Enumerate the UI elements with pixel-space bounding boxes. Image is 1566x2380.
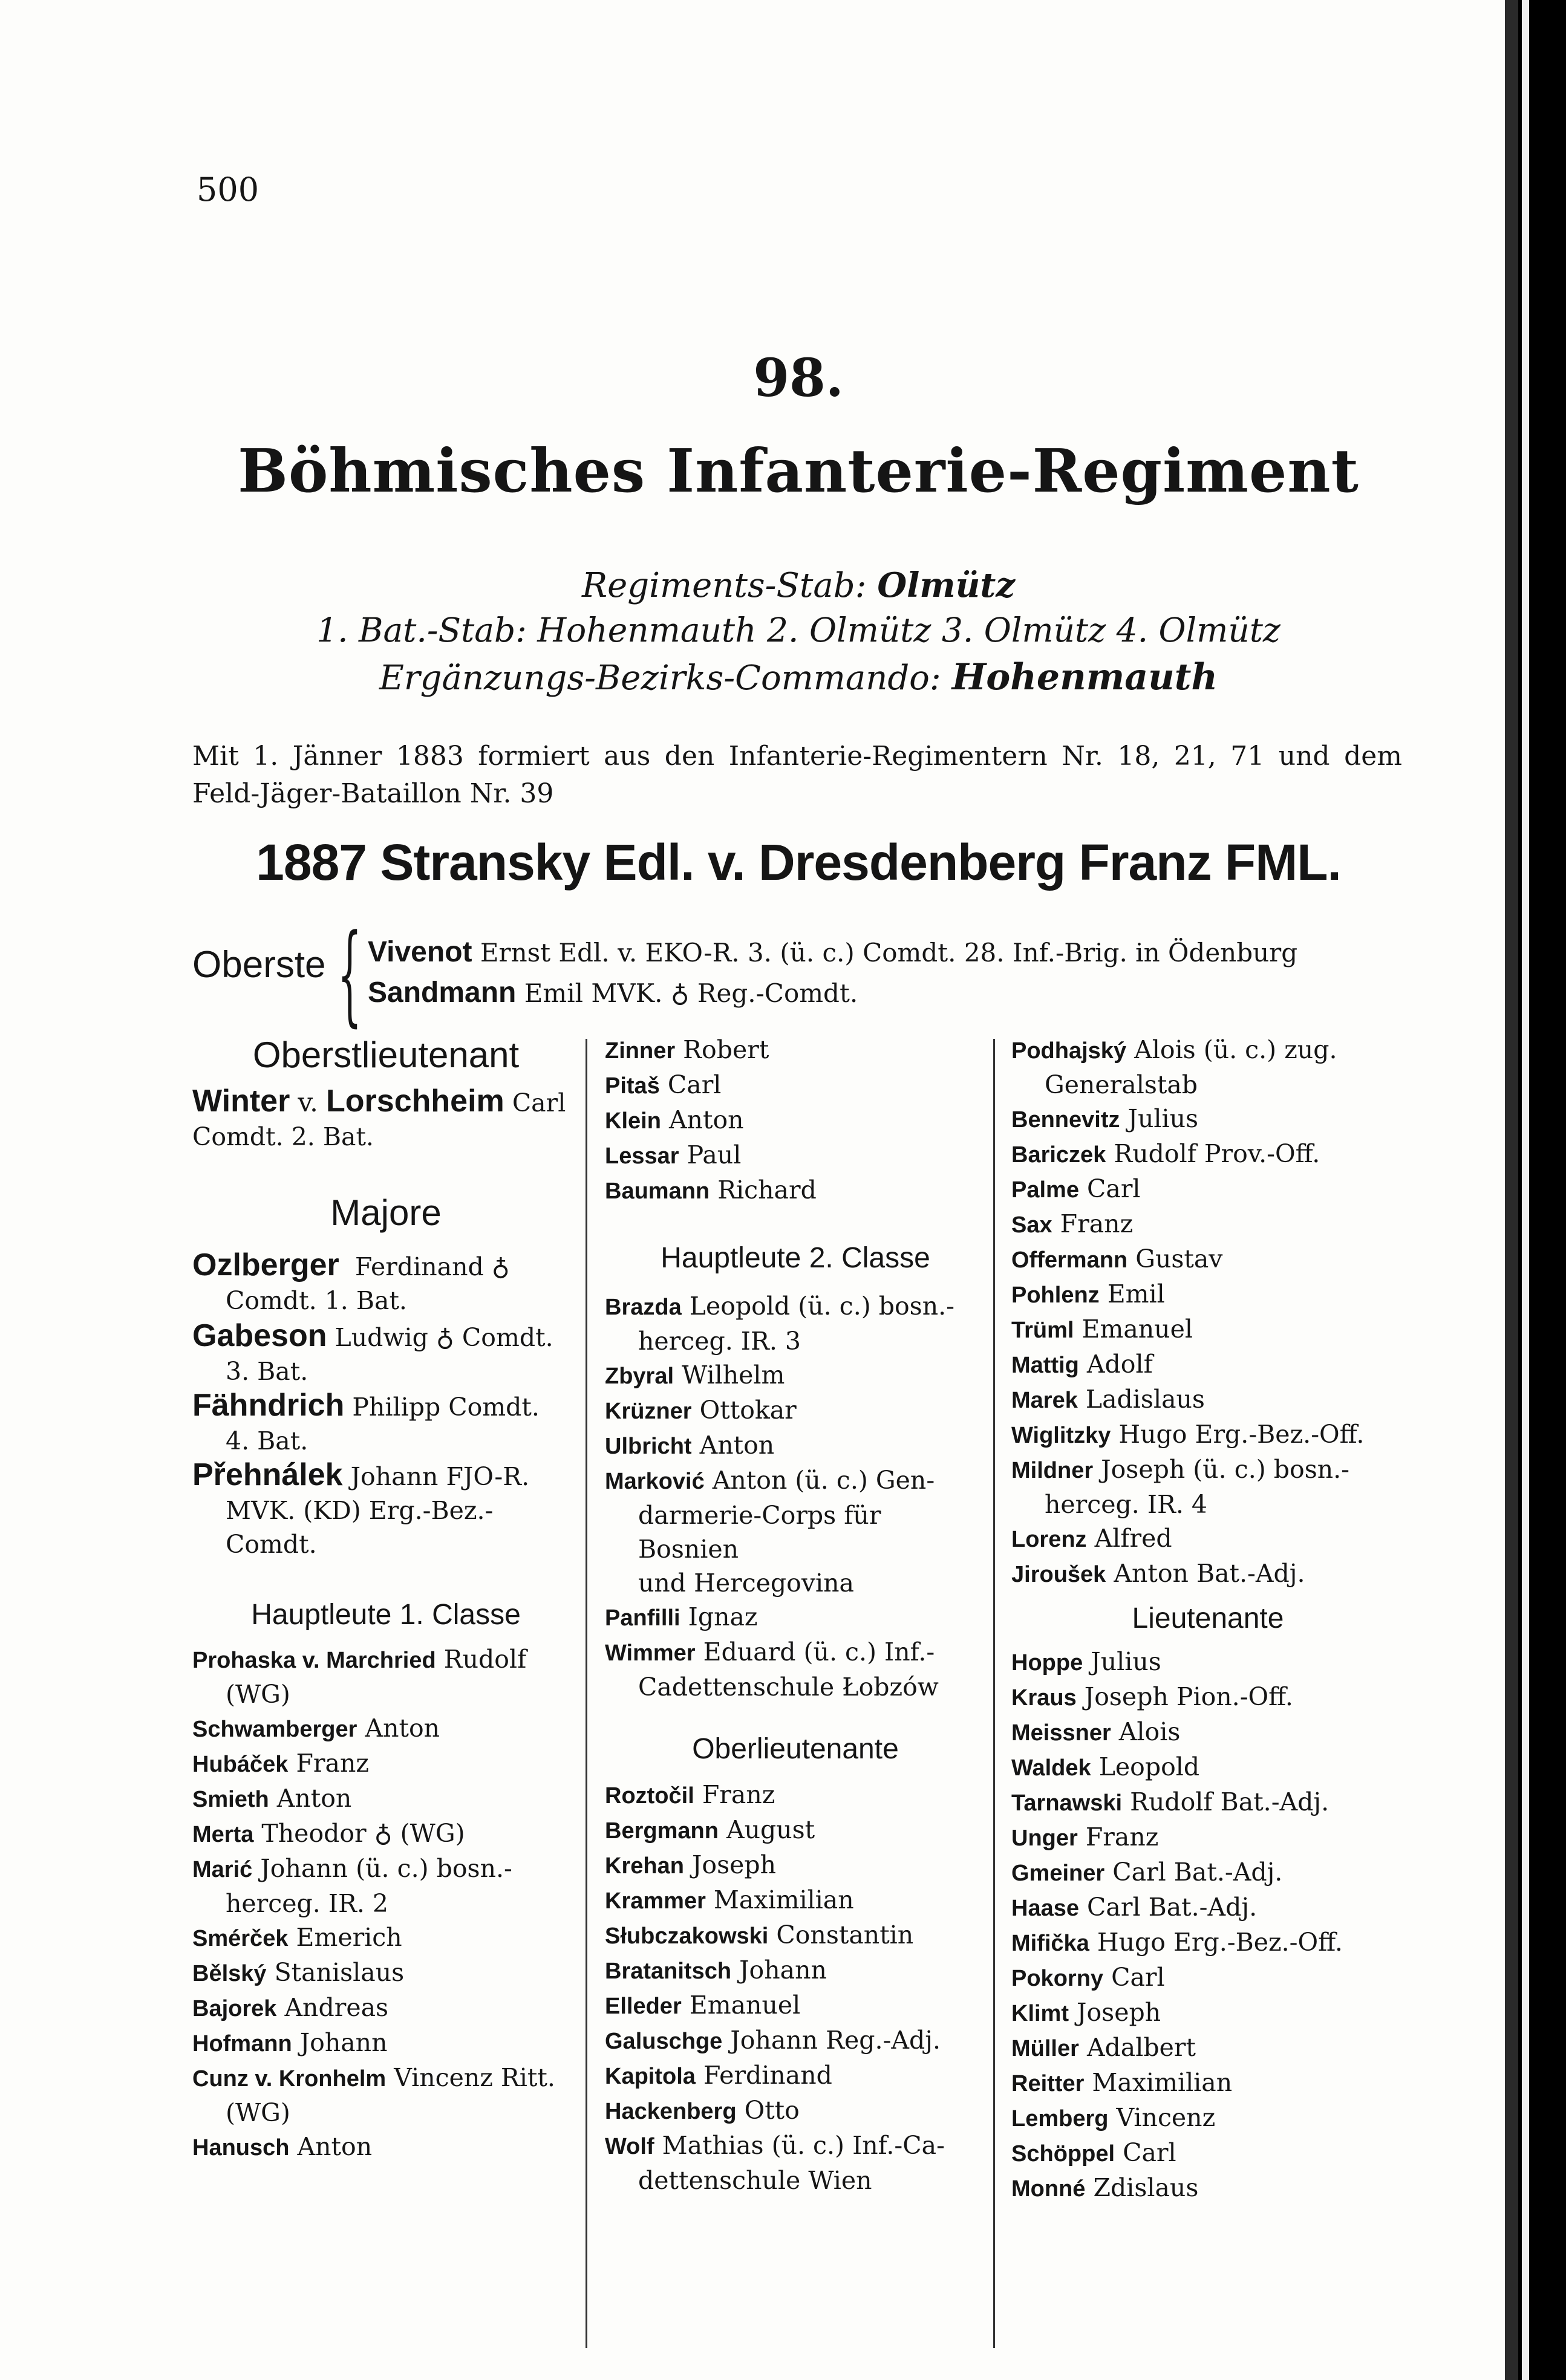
officer-name: Gmeiner	[1011, 1861, 1105, 1886]
list-item	[1011, 1680, 1405, 1715]
list-item	[605, 1600, 986, 1635]
officer-details: Vincenz Ritt.	[394, 2063, 555, 2092]
officer-subline: dettenschule Wien	[638, 2166, 872, 2195]
officer-name: Pohlenz	[1011, 1283, 1100, 1308]
officer-name: Schöppel	[1011, 2141, 1115, 2167]
oberste-list	[368, 932, 1297, 1013]
list-item	[192, 1388, 579, 1458]
officer-name: Mifička	[1011, 1931, 1089, 1956]
ergaenzung-line	[0, 656, 1566, 698]
officer-details: Eduard (ü. c.) Inf.-	[703, 1637, 935, 1666]
officer-details: Carl	[512, 1088, 566, 1117]
officer-details: Johann FJO-R.	[350, 1462, 530, 1491]
officer-details: Anton	[699, 1431, 775, 1460]
oberlieutenante-list	[605, 1778, 986, 2197]
officer-name: Smieth	[192, 1787, 269, 1812]
officer-name: Zbyral	[605, 1364, 674, 1389]
list-item	[605, 1953, 986, 1988]
regiment-staff-line	[0, 565, 1566, 605]
officer-details: Joseph (ü. c.) bosn.-	[1101, 1455, 1350, 1484]
officer-name: Haase	[1011, 1896, 1079, 1921]
officer-name: Müller	[1011, 2036, 1079, 2061]
officer-details: Ludwig ♁ Comdt.	[334, 1323, 553, 1352]
list-item	[1011, 1277, 1405, 1312]
officer-name: Marić	[192, 1857, 253, 1882]
officer-details: Franz	[702, 1780, 775, 1809]
oberlieutenante-heading: Oberlieutenante	[692, 1733, 899, 1765]
officer-name: Hubáček	[192, 1752, 289, 1777]
list-item	[1011, 1242, 1405, 1277]
oberstlieutenant-heading: Oberstlieutenant	[252, 1035, 520, 1075]
list-item	[605, 2093, 986, 2128]
officer-name: Přehnálek	[192, 1457, 343, 1492]
list-item	[192, 2026, 579, 2061]
officer-details: Leopold (ü. c.) bosn.-	[689, 1292, 955, 1321]
column-1	[192, 1031, 579, 2165]
officer-details: Emerich	[296, 1923, 402, 1952]
list-item	[1011, 2030, 1405, 2066]
officer-details: Adalbert	[1086, 2033, 1196, 2062]
officer-details: Ignaz	[688, 1602, 758, 1631]
page-edge	[1522, 0, 1529, 2380]
regiment-inhaber: 1887 Stransky Edl. v. Dresdenberg Franz FML.	[256, 834, 1341, 891]
officer-name: Lemberg	[1011, 2106, 1109, 2131]
list-item	[192, 1319, 579, 1388]
officer-name: Gabeson	[192, 1318, 327, 1353]
officer-details: Leopold	[1098, 1752, 1200, 1781]
hauptleute2-heading: Hauptleute 2. Classe	[661, 1242, 930, 1274]
list-item	[605, 1173, 986, 1208]
list-item	[1011, 1820, 1405, 1855]
officer-details: Johann Reg.-Adj.	[730, 2026, 941, 2055]
officer-name: Reitter	[1011, 2071, 1085, 2096]
officer-name: Bajorek	[192, 1996, 277, 2021]
majore-heading: Majore	[330, 1192, 442, 1233]
list-item	[1011, 1452, 1405, 1521]
officer-name: Galuschge	[605, 2029, 723, 2054]
officer-subline: herceg. IR. 4	[1045, 1490, 1208, 1519]
officer-details: Otto	[744, 2096, 800, 2125]
officer-name: Brazda	[605, 1295, 682, 1320]
officer-subline: und Hercegovina	[638, 1569, 854, 1598]
officer-details: Rudolf	[443, 1645, 527, 1674]
hauptleute1-list	[192, 1642, 579, 2165]
officer-name: Mildner	[1011, 1458, 1094, 1483]
list-item	[605, 1988, 986, 2023]
list-item	[605, 1103, 986, 1138]
officer-name: Sandmann	[368, 977, 517, 1009]
column-3	[1011, 1033, 1405, 2206]
officer-details: Carl	[1123, 2138, 1176, 2167]
officer-details: Alois (ü. c.) zug.	[1134, 1035, 1337, 1064]
officer-details: Anton	[365, 1714, 440, 1743]
officer-name: Pitaš	[605, 1073, 660, 1099]
officer-details: Gustav	[1135, 1244, 1223, 1273]
list-item	[1011, 1382, 1405, 1417]
officer-details: Vincenz	[1116, 2103, 1216, 2132]
officer-name: Wiglitzky	[1011, 1423, 1111, 1448]
officer-details: Franz	[296, 1749, 369, 1778]
officer-details: Carl	[1111, 1963, 1165, 1992]
officer-details: Carl	[1087, 1174, 1141, 1203]
officer-name: Unger	[1011, 1826, 1078, 1851]
list-item	[605, 1883, 986, 1918]
officer-details: Joseph Pion.-Off.	[1084, 1682, 1293, 1711]
officer-details: Hugo Erg.-Bez.-Off.	[1097, 1928, 1343, 1957]
officer-name: Klein	[605, 1108, 661, 1134]
list-item	[605, 1918, 986, 1953]
officer-details: Wilhelm	[682, 1361, 785, 1390]
officer-details: Ernst Edl. v. EKO-R. 3. (ü. c.) Comdt. 28. Inf.-Brig. in Ödenburg	[480, 938, 1298, 967]
list-item	[192, 1746, 579, 1781]
column-3-top-list	[1011, 1033, 1405, 1592]
officer-details: Joseph	[691, 1850, 777, 1879]
list-item	[1011, 1925, 1405, 1960]
officer-details: Andreas	[284, 1993, 389, 2022]
officer-details: Carl	[667, 1070, 722, 1099]
oberste-entry	[368, 932, 1297, 973]
oberste-label: Oberste	[192, 944, 326, 986]
list-item	[605, 1358, 986, 1393]
majore-list	[192, 1248, 579, 1561]
officer-details: Anton	[276, 1784, 352, 1813]
officer-details: Paul	[687, 1140, 742, 1169]
officer-details: Emanuel	[689, 1991, 801, 2020]
officer-details: Theodor ♁ (WG)	[261, 1819, 465, 1848]
officer-name: Winter	[192, 1084, 290, 1119]
officer-name: Ozlberger	[192, 1247, 339, 1283]
officer-name: Lessar	[605, 1143, 679, 1169]
officer-name: Lorenz	[1011, 1527, 1087, 1552]
officer-details: Hugo Erg.-Bez.-Off.	[1118, 1420, 1365, 1449]
officer-details: Johann (ü. c.) bosn.-	[260, 1854, 512, 1883]
officer-name: Bennevitz	[1011, 1107, 1120, 1133]
list-item	[1011, 1172, 1405, 1207]
officer-details: Rudolf Prov.-Off.	[1114, 1139, 1320, 1168]
officer-name: Zinner	[605, 1038, 676, 1064]
officer-name: Hanusch	[192, 2135, 290, 2161]
officer-name: Vivenot	[368, 936, 472, 968]
officer-name: Wolf	[605, 2134, 654, 2159]
officer-name: Waldek	[1011, 1755, 1091, 1781]
officer-details: August	[726, 1815, 815, 1844]
list-item	[192, 1711, 579, 1746]
officer-details: Emil MVK. ♁ Reg.-Comdt.	[524, 978, 858, 1008]
list-item	[1011, 2101, 1405, 2136]
list-item	[192, 2061, 579, 2130]
officer-name: Fähndrich	[192, 1388, 345, 1423]
officer-subline: Generalstab	[1045, 1070, 1198, 1099]
officer-details: Ferdinand	[703, 2061, 832, 2090]
officer-subline: darmerie-Corps für Bosnien	[638, 1501, 881, 1564]
officer-details: Carl Bat.-Adj.	[1087, 1893, 1258, 1922]
officer-name: Jiroušek	[1011, 1562, 1106, 1587]
officer-name: Prohaska v. Marchried	[192, 1648, 436, 1673]
officer-details: Maximilian	[1092, 2068, 1233, 2097]
list-item	[605, 1068, 986, 1103]
list-item	[192, 1816, 579, 1852]
officer-name: Elleder	[605, 1994, 682, 2019]
list-item	[1011, 1855, 1405, 1890]
regiment-title: Böhmisches Infanterie-Regiment	[238, 437, 1359, 506]
officer-name: Smérček	[192, 1926, 289, 1951]
list-item	[192, 1852, 579, 1920]
formation-note: Mit 1. Jänner 1883 formiert aus den Infanterie-Regimentern Nr. 18, 21, 71 und dem Feld-Jäger-Bataillon Nr. 39	[192, 741, 1402, 809]
list-item	[1011, 1312, 1405, 1347]
officer-name: Kapitola	[605, 2064, 696, 2089]
officer-name: Baumann	[605, 1179, 710, 1204]
page-number: 500	[197, 171, 259, 209]
officer-name: Sax	[1011, 1212, 1052, 1238]
officer-subline: Comdt. 2. Bat.	[192, 1122, 374, 1151]
column-2	[605, 1033, 986, 2197]
list-item	[1011, 1750, 1405, 1785]
list-item	[1011, 1347, 1405, 1382]
list-item	[605, 1848, 986, 1883]
officer-details: Zdislaus	[1093, 2173, 1199, 2202]
list-item	[605, 1813, 986, 1848]
officer-name: Meissner	[1011, 1720, 1111, 1746]
officer-details: Alfred	[1094, 1524, 1172, 1553]
officer-name: Bratanitsch	[605, 1959, 732, 1984]
officer-name: Panfilli	[605, 1605, 680, 1631]
hauptleute1-heading: Hauptleute 1. Classe	[251, 1599, 521, 1631]
officer-name: Marek	[1011, 1388, 1078, 1413]
officer-details: Ferdinand ♁	[354, 1252, 510, 1281]
list-item	[605, 2023, 986, 2058]
officer-name: Kraus	[1011, 1685, 1077, 1711]
list-item	[1011, 2171, 1405, 2206]
officer-name: Offermann	[1011, 1247, 1128, 1273]
officer-details: Carl Bat.-Adj.	[1112, 1858, 1283, 1887]
officer-details: Richard	[717, 1175, 817, 1205]
officer-name: Klimt	[1011, 2001, 1069, 2026]
officer-details: Maximilian	[713, 1885, 854, 1914]
list-item	[192, 1248, 579, 1318]
list-item	[1011, 1102, 1405, 1137]
list-item	[1011, 2136, 1405, 2171]
officer-subline: Cadettenschule Łobzów	[638, 1673, 939, 1702]
officer-details: Joseph	[1077, 1998, 1161, 2027]
officer-name: Lorschheim	[326, 1084, 504, 1119]
list-item	[1011, 1417, 1405, 1452]
list-item	[192, 2130, 579, 2165]
officer-details: Philipp Comdt.	[352, 1393, 540, 1422]
officer-details: Ottokar	[699, 1396, 797, 1425]
list-item	[1011, 1033, 1405, 1102]
list-item	[605, 1138, 986, 1173]
list-item	[192, 1642, 579, 1711]
officer-details: Franz	[1085, 1822, 1159, 1852]
officer-name-particle: v.	[298, 1087, 318, 1118]
staff-label: Regiments-Stab:	[581, 566, 867, 605]
list-item	[1011, 1556, 1405, 1592]
officer-name: Schwamberger	[192, 1717, 357, 1742]
hauptleute2-list	[605, 1289, 986, 1704]
officer-details: Anton	[297, 2132, 373, 2161]
ergaenzung-label: Ergänzungs-Bezirks-Commando:	[379, 658, 941, 698]
officer-name: Mattig	[1011, 1353, 1079, 1378]
list-item	[1011, 1521, 1405, 1556]
regiment-number: 98.	[753, 348, 844, 409]
column-divider	[993, 1039, 995, 2348]
column-divider	[586, 1039, 587, 2348]
list-item	[605, 1289, 986, 1358]
list-item	[1011, 1960, 1405, 1995]
officer-name: Wimmer	[605, 1640, 696, 1666]
officer-details: Stanislaus	[274, 1958, 405, 1987]
officer-name: Palme	[1011, 1177, 1079, 1203]
officer-subline: herceg. IR. 3	[638, 1327, 801, 1356]
list-item	[192, 1991, 579, 2026]
officer-name: Merta	[192, 1822, 254, 1847]
list-item	[1011, 1645, 1405, 1680]
officer-details: Emil	[1107, 1279, 1165, 1309]
officer-details: Alois	[1118, 1717, 1181, 1746]
column-2-top-list	[605, 1033, 986, 1208]
officer-details: Emanuel	[1082, 1315, 1193, 1344]
officer-details: Anton	[668, 1105, 744, 1134]
officer-name: Podhajský	[1011, 1038, 1127, 1064]
officer-details: Julius	[1127, 1104, 1199, 1133]
officer-name: Monné	[1011, 2176, 1086, 2202]
list-item	[192, 1458, 579, 1561]
officer-details: Adolf	[1086, 1350, 1153, 1379]
officer-details: Johann	[739, 1956, 827, 1985]
staff-place: Olmütz	[877, 565, 1016, 605]
list-item	[1011, 1890, 1405, 1925]
officer-details: Julius	[1091, 1647, 1161, 1676]
officer-name: Krehan	[605, 1853, 684, 1879]
officer-details: Anton Bat.-Adj.	[1114, 1559, 1305, 1588]
lieutenante-list	[1011, 1645, 1405, 2206]
officer-name: Roztočil	[605, 1783, 694, 1809]
officer-subline: Comdt. 1. Bat.	[226, 1286, 407, 1315]
lieutenante-heading: Lieutenante	[1132, 1602, 1284, 1634]
battalion-staff-line: 1. Bat.-Stab: Hohenmauth 2. Olmütz 3. Olmütz 4. Olmütz	[316, 611, 1281, 649]
officer-subline: herceg. IR. 2	[226, 1889, 389, 1918]
list-item	[1011, 2066, 1405, 2101]
list-item	[605, 1393, 986, 1428]
list-item	[605, 1635, 986, 1704]
list-item	[1011, 1137, 1405, 1172]
officer-name: Pokorny	[1011, 1966, 1104, 1991]
list-item	[605, 2128, 986, 2197]
officer-name: Słubczakowski	[605, 1923, 769, 1949]
officer-name: Trüml	[1011, 1318, 1074, 1343]
officer-name: Krüzner	[605, 1399, 692, 1424]
officer-details: Johann	[299, 2028, 388, 2057]
officer-details: Robert	[683, 1035, 769, 1064]
officer-name: Tarnawski	[1011, 1790, 1123, 1816]
list-item	[192, 1956, 579, 1991]
officer-name: Bergmann	[605, 1818, 719, 1844]
officer-subline: 4. Bat.	[226, 1426, 308, 1455]
list-item	[605, 1778, 986, 1813]
list-item	[605, 1463, 986, 1600]
list-item	[192, 1781, 579, 1816]
brace-glyph: {	[338, 911, 362, 1038]
officer-name: Hoppe	[1011, 1650, 1083, 1676]
list-item	[605, 1033, 986, 1068]
list-item	[1011, 1207, 1405, 1242]
list-item	[1011, 1785, 1405, 1820]
officer-subline: (WG)	[226, 1680, 290, 1709]
officer-name: Krammer	[605, 1888, 706, 1914]
oberste-entry	[368, 973, 1297, 1013]
officer-name: Bariczek	[1011, 1142, 1106, 1168]
list-item	[605, 1428, 986, 1463]
officer-name: Cunz v. Kronhelm	[192, 2066, 387, 2092]
list-item	[1011, 1715, 1405, 1750]
list-item	[605, 2058, 986, 2093]
list-item	[192, 1084, 579, 1120]
officer-subline: (WG)	[226, 2098, 290, 2127]
officer-subline: MVK. (KD) Erg.-Bez.-Comdt.	[226, 1496, 494, 1559]
list-item	[1011, 1995, 1405, 2030]
officer-name: Bělský	[192, 1961, 267, 1986]
officer-details: Rudolf Bat.-Adj.	[1130, 1787, 1329, 1816]
list-item	[192, 1920, 579, 1956]
officer-name: Hackenberg	[605, 2099, 737, 2124]
officer-details: Franz	[1060, 1209, 1134, 1238]
ergaenzung-place: Hohenmauth	[951, 656, 1218, 698]
officer-details: Mathias (ü. c.) Inf.-Ca-	[662, 2131, 945, 2160]
officer-name: Ulbricht	[605, 1434, 692, 1459]
officer-details: Anton (ü. c.) Gen-	[712, 1466, 935, 1495]
officer-subline: 3. Bat.	[226, 1357, 308, 1386]
officer-details: Ladislaus	[1085, 1385, 1205, 1414]
officer-name: Hofmann	[192, 2031, 292, 2056]
officer-name: Marković	[605, 1469, 705, 1494]
officer-details: Constantin	[776, 1920, 914, 1949]
